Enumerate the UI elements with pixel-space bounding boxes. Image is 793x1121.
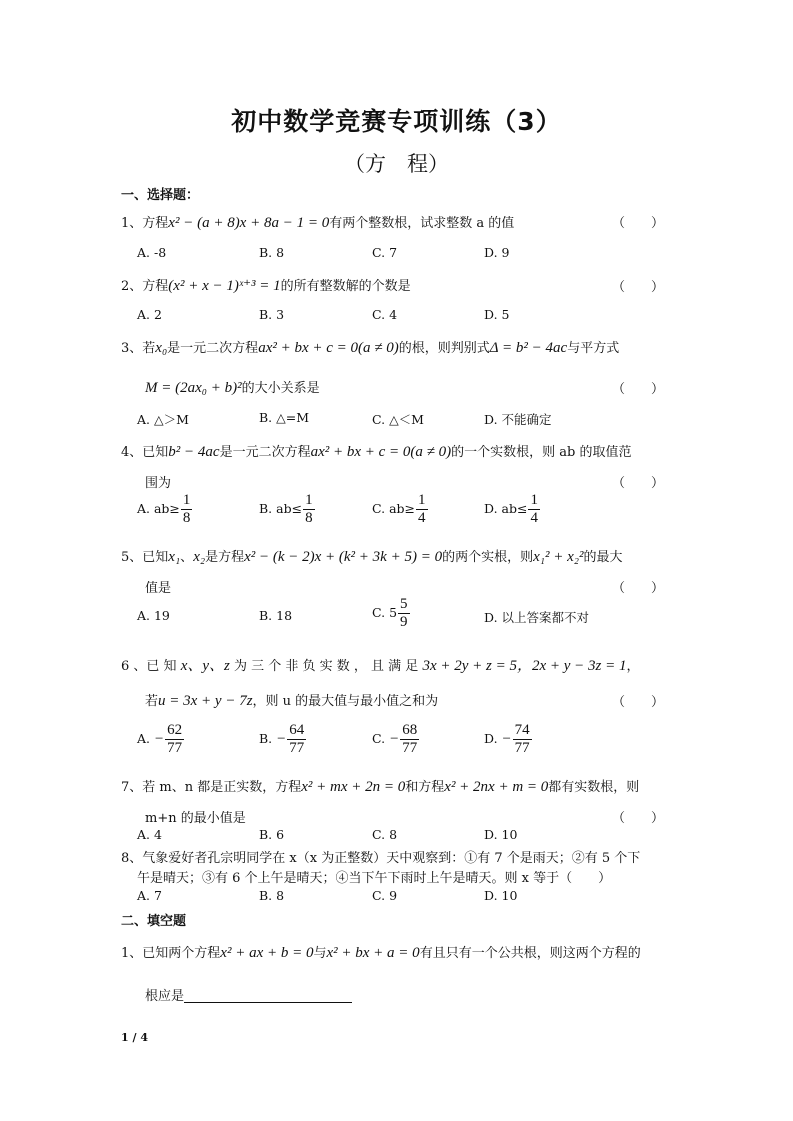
q6-option-c-label: C. (372, 731, 386, 746)
q6-equations: 3x + 2y + z = 5，2x + y − 3z = 1 (422, 658, 627, 674)
fraction-denominator: 8 (305, 510, 313, 526)
q8-option-c: C. 9 (372, 888, 398, 903)
q7-option-c: C. 8 (372, 827, 398, 842)
q4-option-a-fraction (181, 492, 193, 527)
fraction-numerator: 74 (514, 722, 530, 738)
q4-option-d (484, 492, 541, 527)
q4-option-d-fraction (528, 492, 540, 527)
f1-line-2 (145, 985, 352, 1004)
fraction-numerator: 68 (402, 722, 418, 738)
q7-option-a: A. 4 (137, 827, 162, 842)
q4-text-end: 的一个实数根，则 ab 的取值范 (451, 445, 632, 460)
q2-text-end: 的所有整数解的个数是 (280, 279, 411, 294)
question-4 (121, 441, 632, 461)
f1-text-end: 有且只有一个公共根，则这两个方程的 (419, 946, 641, 961)
f1-text: 已知两个方程 (142, 946, 221, 961)
q3-text: 若 (142, 341, 156, 356)
q6-option-c (372, 722, 420, 757)
q1-option-a: A. -8 (137, 245, 167, 260)
q7-line-2: m+n 的最小值是 (145, 811, 246, 826)
q4-option-c (372, 492, 429, 527)
q3-text-end: 与平方式 (567, 341, 620, 356)
q3-square-expr: M = (2ax₀ + b)² (145, 380, 242, 396)
q5-option-c (372, 596, 411, 631)
fraction-denominator: 77 (402, 740, 418, 756)
q5-option-c-whole: C. 5 (372, 605, 398, 620)
q4-line-2: 围为 (145, 476, 172, 491)
fraction-numerator: 5 (400, 596, 408, 612)
q3-option-d: D. 不能确定 (484, 412, 552, 427)
question-8 (121, 847, 640, 866)
fraction-denominator: 4 (530, 510, 538, 526)
q6-text-mid: 为 三 个 非 负 实 数 ， 且 满 足 (233, 659, 419, 674)
q2-option-d: D. 5 (484, 307, 510, 322)
q3-answer-blank: （ ） (612, 382, 665, 397)
q4-equation: ax² + bx + c = 0(a ≠ 0) (310, 444, 452, 460)
fraction-denominator: 77 (514, 740, 530, 756)
q4-option-d-label: D. ab≤ (484, 501, 528, 516)
q5-answer-blank: （ ） (612, 581, 665, 596)
q2-equation: (x² + x − 1)ˣ⁺³ = 1 (168, 278, 281, 294)
q7-text-end: 都有实数根，则 (548, 780, 640, 795)
q3-text-mid: 是一元二次方程 (167, 341, 259, 356)
q6-option-b (259, 722, 307, 757)
question-1 (121, 212, 514, 232)
q6-variables: x、y、z (180, 658, 230, 674)
q6-option-a-fraction (165, 722, 184, 757)
q8-option-b: B. 8 (259, 888, 285, 903)
fill-question-1 (121, 942, 641, 962)
q5-number: 5、 (121, 550, 143, 565)
minus-sign: − (501, 731, 512, 747)
q7-equation-1: x² + mx + 2n = 0 (301, 779, 406, 795)
q3-option-c: C. △＜M (372, 412, 424, 427)
q5-text-mid: 是方程 (205, 550, 245, 565)
f1-equation-1: x² + ax + b = 0 (220, 945, 314, 961)
q7-number: 7、 (121, 780, 143, 795)
q1-text: 方程 (142, 216, 169, 231)
q5-line-2: 值是 (145, 581, 172, 596)
q6-line-2 (145, 690, 438, 710)
minus-sign: − (389, 731, 400, 747)
question-7 (121, 776, 639, 796)
q1-answer-blank: （ ） (612, 216, 665, 231)
q8-text: 气象爱好者孔宗明同学在 x（x 为正整数）天中观察到：①有 7 个是雨天；②有 5 个下 (142, 851, 641, 866)
q6-option-d-label: D. (484, 731, 498, 746)
page-subtitle: （方 程） (344, 152, 449, 176)
question-5 (121, 546, 622, 566)
q5-text-mid2: 的两个实根，则 (442, 550, 534, 565)
q5-option-b: B. 18 (259, 608, 293, 623)
q6-option-a (137, 722, 185, 757)
fraction-denominator: 8 (182, 510, 191, 526)
q6-option-a-label: A. (137, 731, 151, 746)
fraction-denominator: 4 (418, 510, 426, 526)
q4-option-a (137, 492, 193, 527)
q3-line2-text: 的大小关系是 (241, 381, 320, 396)
q3-line-2 (145, 377, 320, 397)
q5-option-c-fraction (398, 596, 410, 631)
minus-sign: − (276, 731, 287, 747)
q7-option-d: D. 10 (484, 827, 518, 842)
q3-option-b: B. △=M (259, 410, 310, 425)
q8-option-a: A. 7 (137, 888, 162, 903)
page-title: 初中数学竞赛专项训练（3） (231, 107, 562, 136)
question-2 (121, 275, 411, 295)
question-6 (121, 654, 640, 675)
q2-option-b: B. 3 (259, 307, 285, 322)
fraction-numerator: 64 (289, 722, 305, 738)
q8-number: 8、 (121, 851, 143, 866)
fraction-numerator: 62 (167, 722, 183, 738)
page-number: 1 / 4 (121, 1031, 148, 1044)
q2-option-c: C. 4 (372, 307, 398, 322)
q6-option-d (484, 722, 533, 757)
q5-option-d: D. 以上答案都不对 (484, 610, 590, 625)
question-3 (121, 337, 619, 357)
section-fill-heading: 二、填空题 (121, 914, 187, 929)
q5-text: 已知 (142, 550, 169, 565)
q4-number: 4、 (121, 445, 143, 460)
q7-option-b: B. 6 (259, 827, 285, 842)
q6-u-expr: u = 3x + y − 7z (158, 693, 253, 709)
q5-sum-squares: x₁² + x₂² (533, 549, 584, 565)
minus-sign: − (154, 731, 165, 747)
q3-option-a: A. △＞M (137, 412, 189, 427)
fraction-denominator: 77 (289, 740, 305, 756)
q6-option-d-fraction (513, 722, 532, 757)
q7-equation-2: x² + 2nx + m = 0 (444, 779, 549, 795)
q5-separator: 、 (180, 550, 194, 565)
fraction-denominator: 77 (167, 740, 183, 756)
q4-text: 已知 (142, 445, 169, 460)
q7-text: 若 m、n 都是正实数，方程 (142, 780, 302, 795)
q4-option-b-label: B. ab≤ (259, 501, 303, 516)
q4-option-b-fraction (303, 492, 315, 527)
fraction-numerator: 1 (182, 492, 191, 508)
f1-number: 1、 (121, 946, 143, 961)
q5-option-a: A. 19 (137, 608, 170, 623)
fraction-denominator: 9 (400, 614, 408, 630)
f1-text-mid: 与 (313, 946, 327, 961)
q3-discriminant: Δ = b² − 4ac (489, 340, 568, 356)
q4-option-c-label: C. ab≥ (372, 501, 415, 516)
q3-equation: ax² + bx + c = 0(a ≠ 0) (258, 340, 399, 356)
q6-text: 已 知 (146, 659, 177, 674)
q7-text-mid: 和方程 (405, 780, 445, 795)
q1-option-d: D. 9 (484, 245, 510, 260)
q5-root-2: x₂ (193, 549, 206, 565)
fraction-numerator: 1 (418, 492, 426, 508)
q4-option-c-fraction (416, 492, 428, 527)
f1-equation-2: x² + bx + a = 0 (326, 945, 420, 961)
q3-text-mid2: 的根，则判别式 (398, 341, 490, 356)
q5-text-end: 的最大 (583, 550, 623, 565)
q1-option-c: C. 7 (372, 245, 398, 260)
q1-option-b: B. 8 (259, 245, 285, 260)
fraction-numerator: 1 (530, 492, 538, 508)
q1-equation: x² − (a + 8)x + 8a − 1 = 0 (168, 215, 330, 231)
q6-answer-blank: （ ） (612, 695, 665, 710)
f1-line2-text: 根应是 (145, 989, 185, 1004)
q1-text-end: 有两个整数根，试求整数 a 的值 (329, 216, 515, 231)
section-choice-heading: 一、选择题： (121, 188, 200, 203)
q4-option-b (259, 492, 316, 527)
q6-line2-pre: 若 (145, 694, 159, 709)
q4-option-a-label: A. ab≥ (137, 501, 180, 516)
q6-option-c-fraction (400, 722, 419, 757)
f1-answer-blank[interactable] (184, 988, 352, 1003)
q8-line-2: 午是晴天；③有 6 个上午是晴天；④当下午下雨时上午是晴天。则 x 等于（ ） (137, 871, 612, 886)
q5-root-1: x₁ (168, 549, 181, 565)
q8-option-d: D. 10 (484, 888, 518, 903)
q3-number: 3、 (121, 341, 143, 356)
q6-option-b-fraction (287, 722, 306, 757)
q2-text: 方程 (142, 279, 169, 294)
q6-text-end: ， (626, 659, 640, 674)
q7-answer-blank: （ ） (612, 811, 665, 826)
q5-equation: x² − (k − 2)x + (k² + 3k + 5) = 0 (244, 549, 443, 565)
q6-line2-text: ，则 u 的最大值与最小值之和为 (252, 694, 439, 709)
q1-number: 1、 (121, 216, 143, 231)
q2-number: 2、 (121, 279, 143, 294)
q3-root-var: x₀ (155, 340, 168, 356)
fraction-numerator: 1 (305, 492, 313, 508)
q2-answer-blank: （ ） (612, 280, 665, 295)
q4-discriminant: b² − 4ac (168, 444, 220, 460)
q6-option-b-label: B. (259, 731, 273, 746)
q2-option-a: A. 2 (137, 307, 162, 322)
q6-number: 6 、 (121, 659, 147, 674)
q4-text-mid: 是一元二次方程 (219, 445, 311, 460)
q4-answer-blank: （ ） (612, 476, 665, 491)
